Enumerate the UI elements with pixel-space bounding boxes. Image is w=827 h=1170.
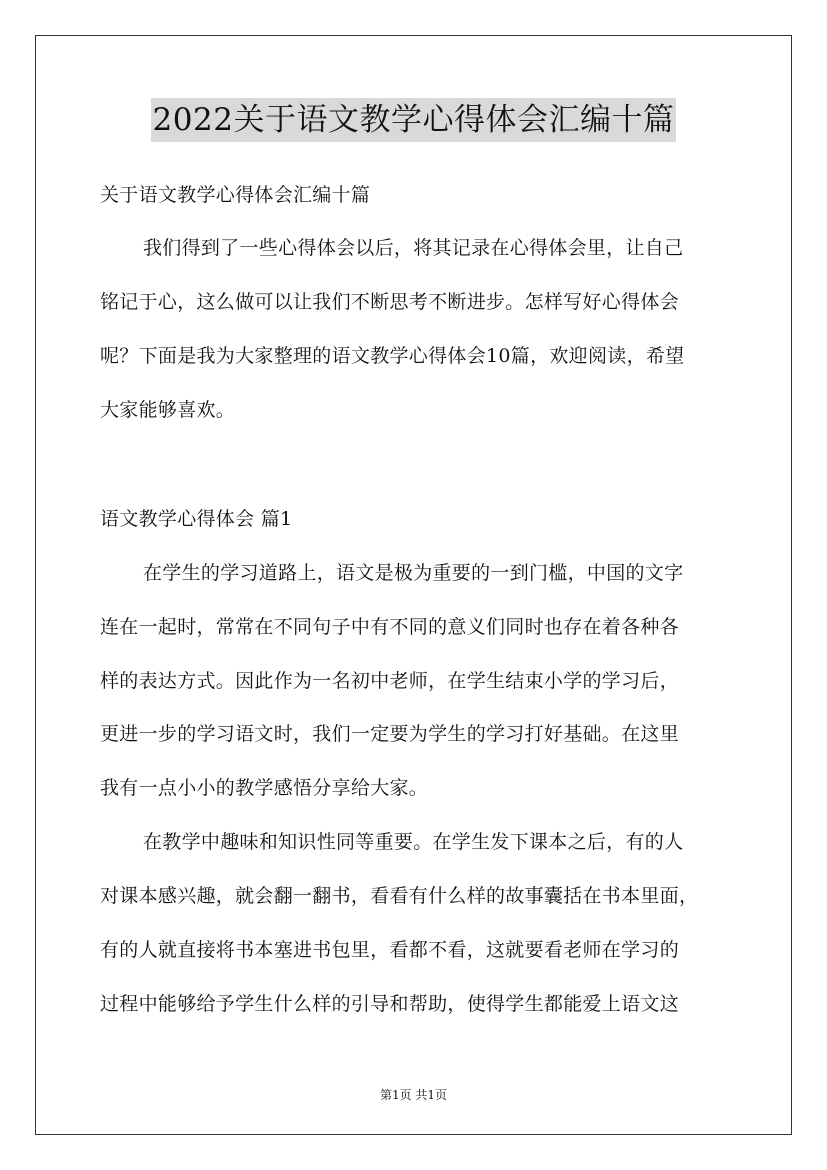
body-line-1: 在学生的学习道路上，语文是极为重要的一到门槛，中国的文字 (143, 562, 684, 584)
body-line-6: 在教学中趣味和知识性同等重要。在学生发下课本之后，有的人 (143, 831, 684, 853)
intro-line-2: 铭记于心，这么做可以让我们不断思考不断进步。怎样写好心得体会 (100, 291, 680, 313)
body-line-8: 有的人就直接将书本塞进书包里，看都不看，这就要看老师在学习的 (100, 939, 680, 961)
body-line-2: 连在一起时，常常在不同句子中有不同的意义们同时也存在着各种各 (100, 616, 680, 638)
title-container (0, 98, 827, 142)
intro-line-4: 大家能够喜欢。 (100, 399, 236, 421)
document-title: 2022关于语文教学心得体会汇编十篇 (151, 98, 677, 142)
intro-line-3: 呢？下面是我为大家整理的语文教学心得体会10篇，欢迎阅读，希望 (100, 345, 685, 367)
body-line-9: 过程中能够给予学生什么样的引导和帮助，使得学生都能爱上语文这 (100, 993, 680, 1015)
page-footer: 第1页 共1页 (379, 1088, 448, 1102)
section-heading: 语文教学心得体会 篇1 (100, 508, 293, 530)
subtitle-line: 关于语文教学心得体会汇编十篇 (100, 184, 371, 206)
intro-line-1: 我们得到了一些心得体会以后，将其记录在心得体会里，让自己 (143, 237, 684, 259)
body-line-7: 对课本感兴趣，就会翻一翻书，看看有什么样的故事囊括在书本里面， (100, 885, 699, 907)
body-line-4: 更进一步的学习语文时，我们一定要为学生的学习打好基础。在这里 (100, 723, 680, 745)
body-line-5: 我有一点小小的教学感悟分享给大家。 (100, 777, 429, 799)
body-line-3: 样的表达方式。因此作为一名初中老师，在学生结束小学的学习后， (100, 670, 680, 692)
